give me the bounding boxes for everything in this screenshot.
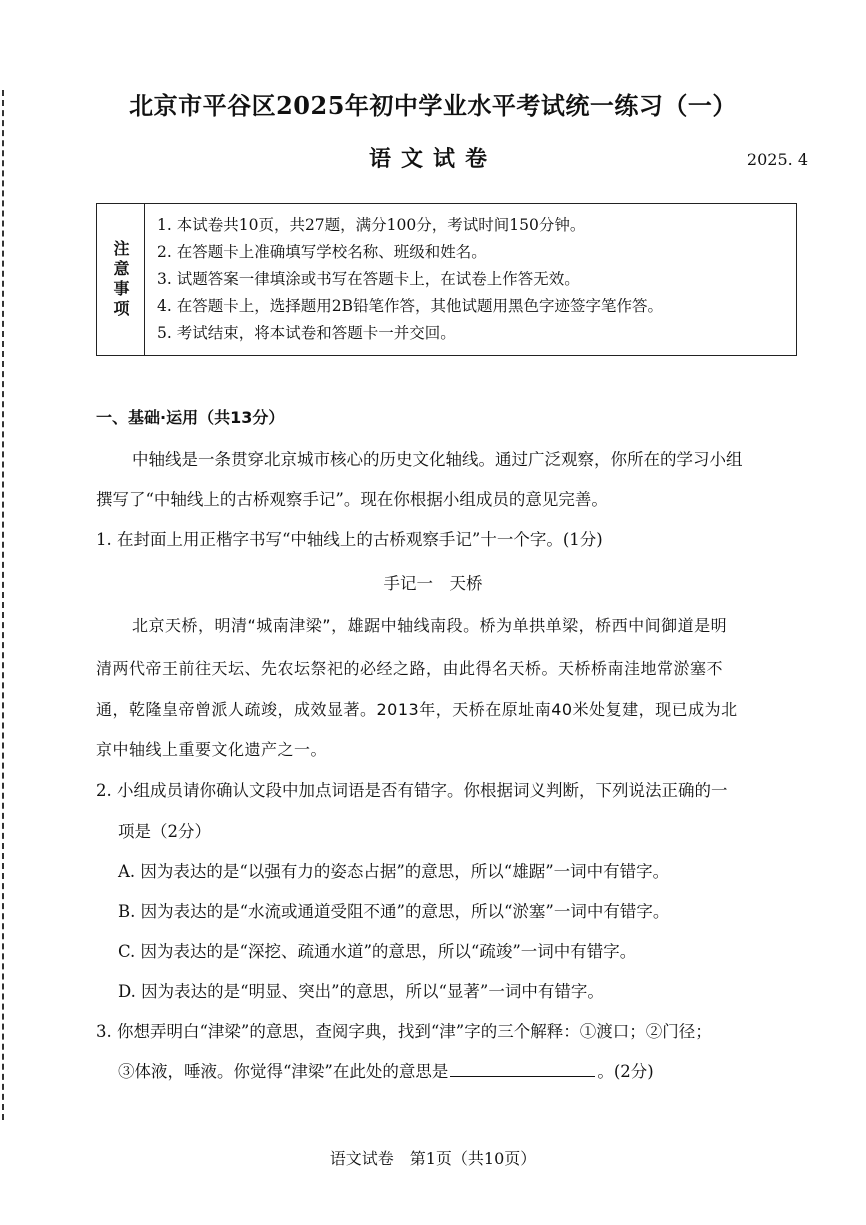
answer-blank[interactable] [450,1060,595,1077]
page-subtitle: 语文试卷 [368,146,497,172]
binding-dashed-line [2,90,4,1120]
question-3-text: ③体液，唾液。你觉得“津梁”在此处的意思是 [118,1062,449,1081]
note-line: 北京天桥，明清“城南津梁”，雄踞中轴线南段。桥为单拱单梁，桥西中间御道是明 [132,616,728,635]
option-d: D. 因为表达的是“明显、突出”的意思，所以“显著”一词中有错字。 [118,982,604,1001]
notice-box [96,203,797,356]
notice-item: 3. 试题答案一律填涂或书写在答题卡上，在试卷上作答无效。 [157,270,580,288]
page-title: 北京市平谷区2025年初中学业水平考试统一练习（一） [129,91,737,120]
section-intro-line: 中轴线是一条贯穿北京城市核心的历史文化轴线。通过广泛观察，你所在的学习小组 [132,450,743,469]
notice-item: 4. 在答题卡上，选择题用2B铅笔作答，其他试题用黑色字迹签字笔作答。 [157,297,663,315]
question-3-score: 。(2分) [597,1062,654,1081]
note-line: 通，乾隆皇帝曾派人疏竣，成效显著。2013年，天桥在原址南40米处复建，现已成为北 [96,700,738,719]
option-c: C. 因为表达的是“深挖、疏通水道”的意思，所以“疏竣”一词中有错字。 [118,942,637,961]
note-line: 清两代帝王前往天坛、先农坛祭祀的必经之路，由此得名天桥。天桥桥南洼地常淤塞不 [96,659,724,678]
note-line: 京中轴线上重要文化遗产之一。 [96,740,328,759]
notice-label-cell [97,204,145,355]
question-1: 1. 在封面上用正楷字书写“中轴线上的古桥观察手记”十一个字。(1分) [96,530,603,549]
notice-item: 1. 本试卷共10页，共27题，满分100分，考试时间150分钟。 [157,216,586,234]
note-title: 手记一 天桥 [383,574,483,593]
option-a: A. 因为表达的是“以强有力的姿态占据”的意思，所以“雄踞”一词中有错字。 [118,862,670,881]
notice-item: 5. 考试结束，将本试卷和答题卡一并交回。 [157,324,456,342]
notice-label: 注意事项 [111,239,130,320]
section-heading: 一、基础·运用（共13分） [96,408,285,427]
notice-item: 2. 在答题卡上准确填写学校名称、班级和姓名。 [157,243,487,261]
question-2-stem: 项是（2分） [118,822,211,841]
notice-list [157,212,663,347]
page-footer: 语文试卷 第1页（共10页） [329,1149,537,1168]
question-3-line [118,1058,654,1082]
section-intro-line: 撰写了“中轴线上的古桥观察手记”。现在你根据小组成员的意见完善。 [96,490,608,509]
option-b: B. 因为表达的是“水流或通道受阻不通”的意思，所以“淤塞”一词中有错字。 [118,902,670,921]
question-2-stem: 2. 小组成员请你确认文段中加点词语是否有错字。你根据词义判断，下列说法正确的一 [96,781,728,800]
exam-date: 2025. 4 [746,150,808,169]
question-3-line: 3. 你想弄明白“津梁”的意思，查阅字典，找到“津”字的三个解释：①渡口；②门径； [96,1022,712,1041]
